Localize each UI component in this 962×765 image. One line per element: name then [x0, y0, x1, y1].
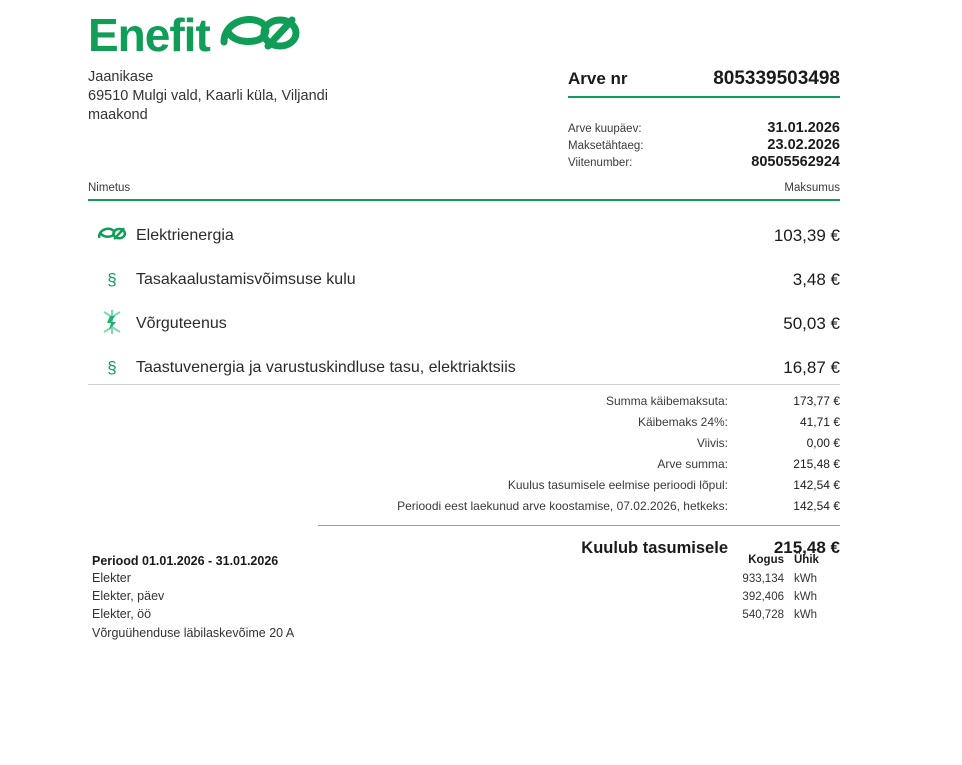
- column-header-unit: Ühik: [794, 554, 819, 566]
- invoice-date-value: 31.01.2026: [767, 120, 840, 136]
- total-label: Summa käibemaksuta:: [605, 394, 728, 408]
- item-name: Tasakaalustamisvõimsuse kulu: [136, 271, 356, 288]
- total-row: [88, 412, 840, 433]
- item-amount: 50,03 €: [783, 314, 840, 333]
- item-name: Taastuvenergia ja varustuskindluse tasu, elektriaktsiis: [136, 359, 516, 376]
- total-value: 142,54 €: [793, 478, 840, 492]
- consumption-quantity: 540,728: [742, 609, 784, 621]
- column-header-name: Nimetus: [88, 182, 131, 194]
- invoice-number-block: [568, 68, 840, 98]
- total-label: Perioodi eest laekunud arve koostamise, 07.02.2026, hetkeks:: [397, 499, 728, 513]
- reference-number-value: 80505562924: [751, 154, 840, 170]
- recipient-address: [88, 68, 418, 125]
- total-row: [88, 475, 840, 496]
- item-name: Elektrienergia: [136, 227, 234, 244]
- brand-name: Enefit: [88, 8, 210, 61]
- item-amount: 103,39 €: [773, 226, 840, 245]
- consumption-unit: kWh: [794, 591, 817, 603]
- table-row: [88, 258, 840, 302]
- invoice-number-label: Arve nr: [568, 69, 628, 88]
- network-node-icon: [88, 308, 136, 341]
- consumption-name: Elekter: [92, 571, 131, 585]
- table-row: [88, 302, 840, 346]
- item-name: Võrguteenus: [136, 315, 227, 332]
- item-amount: 16,87 €: [783, 358, 840, 377]
- total-label: Käibemaks 24%:: [637, 415, 728, 429]
- consumption-name: Elekter, päev: [92, 589, 165, 603]
- invoice-meta-row: [568, 154, 840, 171]
- total-value: 215,48 €: [793, 457, 840, 471]
- total-row: [88, 433, 840, 454]
- recipient-address-line2: maakond: [88, 107, 148, 123]
- item-amount: 3,48 €: [792, 270, 840, 289]
- due-date-value: 23.02.2026: [767, 137, 840, 153]
- section-sign-icon: §: [107, 270, 117, 289]
- grand-total-value: 215,48 €: [773, 538, 840, 557]
- table-row: [88, 214, 840, 258]
- invoice-meta-row: [568, 137, 840, 154]
- reference-number-label: Viitenumber:: [568, 157, 633, 169]
- section-sign-icon: §: [107, 358, 117, 377]
- total-value: 142,54 €: [793, 499, 840, 513]
- consumption-row: [92, 606, 840, 624]
- enefit-leaf-icon: [218, 12, 302, 61]
- totals-block: [88, 384, 840, 558]
- consumption-unit: kWh: [794, 609, 817, 621]
- consumption-row: [92, 570, 840, 588]
- total-row: [88, 496, 840, 517]
- total-row: [88, 454, 840, 475]
- total-label: Viivis:: [696, 436, 728, 450]
- column-header-quantity: Kogus: [748, 554, 784, 566]
- total-label: Arve summa:: [657, 457, 728, 471]
- period-footnote: Võrguühenduse läbilaskevõime 20 A: [92, 626, 295, 640]
- items-table-header: [88, 182, 840, 201]
- consumption-table-header: [706, 554, 840, 566]
- invoice-date-label: Arve kuupäev:: [568, 123, 642, 135]
- total-value: 0,00 €: [806, 436, 840, 450]
- brand-logo: [88, 8, 302, 61]
- due-date-label: Maksetähtaeg:: [568, 140, 644, 152]
- column-header-amount: Maksumus: [784, 182, 840, 194]
- consumption-row: [92, 588, 840, 606]
- consumption-quantity: 392,406: [742, 591, 784, 603]
- enefit-leaf-icon: [88, 225, 136, 248]
- total-value: 41,71 €: [799, 415, 840, 429]
- period-title: Periood 01.01.2026 - 31.01.2026: [92, 554, 279, 568]
- invoice-number-value: 805339503498: [713, 68, 840, 89]
- total-value: 173,77 €: [793, 394, 840, 408]
- period-block: [92, 554, 840, 640]
- invoice-meta-row: [568, 120, 840, 137]
- items-table: [88, 214, 840, 390]
- consumption-unit: kWh: [794, 573, 817, 585]
- recipient-address-line1: 69510 Mulgi vald, Kaarli küla, Viljandi: [88, 88, 328, 104]
- total-label: Kuulus tasumisele eelmise perioodi lõpul:: [507, 478, 728, 492]
- consumption-quantity: 933,134: [742, 573, 784, 585]
- recipient-name: Jaanikase: [88, 69, 154, 85]
- invoice-meta: [568, 120, 840, 171]
- consumption-name: Elekter, öö: [92, 607, 152, 621]
- total-row: [88, 391, 840, 412]
- grand-total-label: Kuulub tasumisele: [581, 539, 728, 557]
